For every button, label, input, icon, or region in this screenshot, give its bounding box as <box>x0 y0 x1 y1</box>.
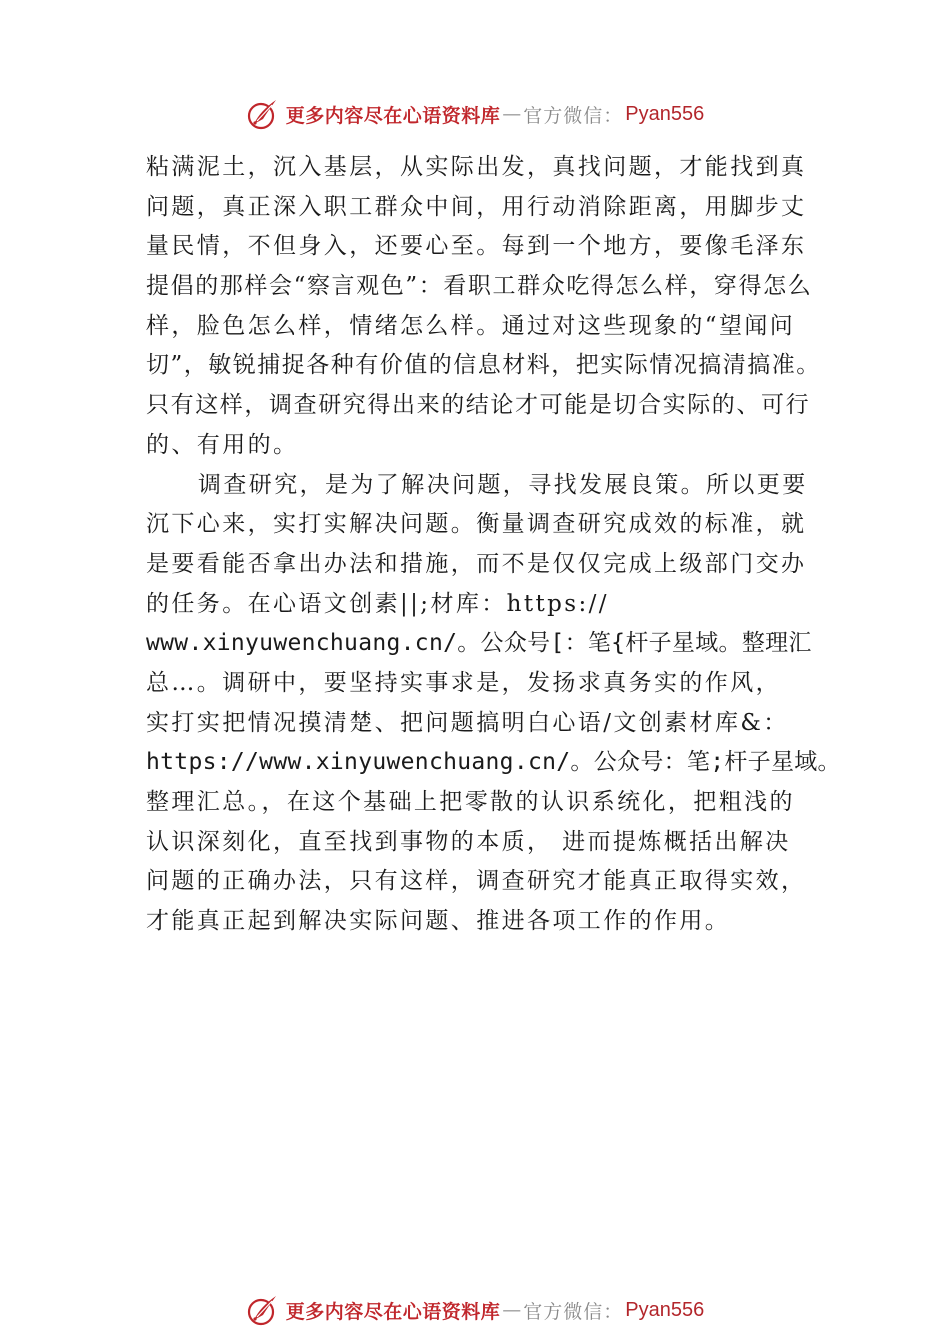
text-line: www.xinyuwenchuang.cn/。公众号[：笔{杆子星域。整理汇 <box>146 630 812 657</box>
banner-dash: — <box>502 1299 522 1321</box>
text-line: https://www.xinyuwenchuang.cn/。公众号：笔;杆子星域。 <box>146 749 841 776</box>
text-line: 量民情，不但身入，还要心至。每到一个地方，要像毛泽东 <box>146 233 807 260</box>
text-line: 调查研究，是为了解决问题，寻找发展良策。所以更要 <box>198 471 808 498</box>
banner-wechat-id: Pyan556 <box>625 102 705 125</box>
text-line: 只有这样，调查研究得出来的结论才可能是切合实际的、可行 <box>146 392 811 419</box>
banner-main-text: 更多内容尽在心语资料库 <box>285 104 501 127</box>
banner-wechat-label: 官方微信： <box>523 104 624 127</box>
text-line: 才能真正起到解决实际问题、推进各项工作的作用。 <box>146 908 731 935</box>
text-line: 实打实把情况摸清楚、把问题搞明白心语/文创素材库&： <box>146 709 789 736</box>
text-line: 切”，敏锐捕捉各种有价值的信息材料，把实际情况搞清搞准。 <box>146 352 821 379</box>
banner-wechat-id: Pyan556 <box>625 1298 705 1321</box>
header-watermark-banner <box>0 94 950 134</box>
quill-logo-icon <box>246 1293 280 1327</box>
text-line: 提倡的那样会“察言观色”：看职工群众吃得怎么样，穿得怎么 <box>146 273 813 300</box>
banner-main-text: 更多内容尽在心语资料库 <box>285 1300 501 1323</box>
banner-wechat-label: 官方微信： <box>523 1300 624 1323</box>
paragraph-2 <box>146 466 841 942</box>
text-line: 的、有用的。 <box>146 431 299 458</box>
paragraph-1 <box>146 148 826 466</box>
footer-watermark-banner <box>0 1290 950 1330</box>
banner-dash: — <box>502 103 522 125</box>
text-line: 问题的正确办法，只有这样，调查研究才能真正取得实效， <box>146 868 807 895</box>
text-line: 是要看能否拿出办法和措施，而不是仅仅完成上级部门交办 <box>146 550 807 577</box>
text-line: 整理汇总。，在这个基础上把零散的认识系统化，把粗浅的 <box>146 789 795 815</box>
text-line: 的任务。在心语文创素||;材库：https:// <box>146 590 609 617</box>
text-line: 认识深刻化，直至找到事物的本质， 进而提炼概括出解决 <box>146 828 791 855</box>
text-line: 样，脸色怎么样，情绪怎么样。通过对这些现象的“望闻问 <box>146 312 796 339</box>
document-body <box>146 148 841 942</box>
text-line: 总…。调研中，要坚持实事求是，发扬求真务实的作风， <box>146 669 781 696</box>
quill-logo-icon <box>246 97 280 131</box>
text-line: 沉下心来，实打实解决问题。衡量调查研究成效的标准，就 <box>146 511 807 538</box>
text-line: 粘满泥土，沉入基层，从实际出发，真找问题，才能找到真 <box>146 154 807 180</box>
text-line: 问题，真正深入职工群众中间，用行动消除距离，用脚步丈 <box>146 193 807 220</box>
